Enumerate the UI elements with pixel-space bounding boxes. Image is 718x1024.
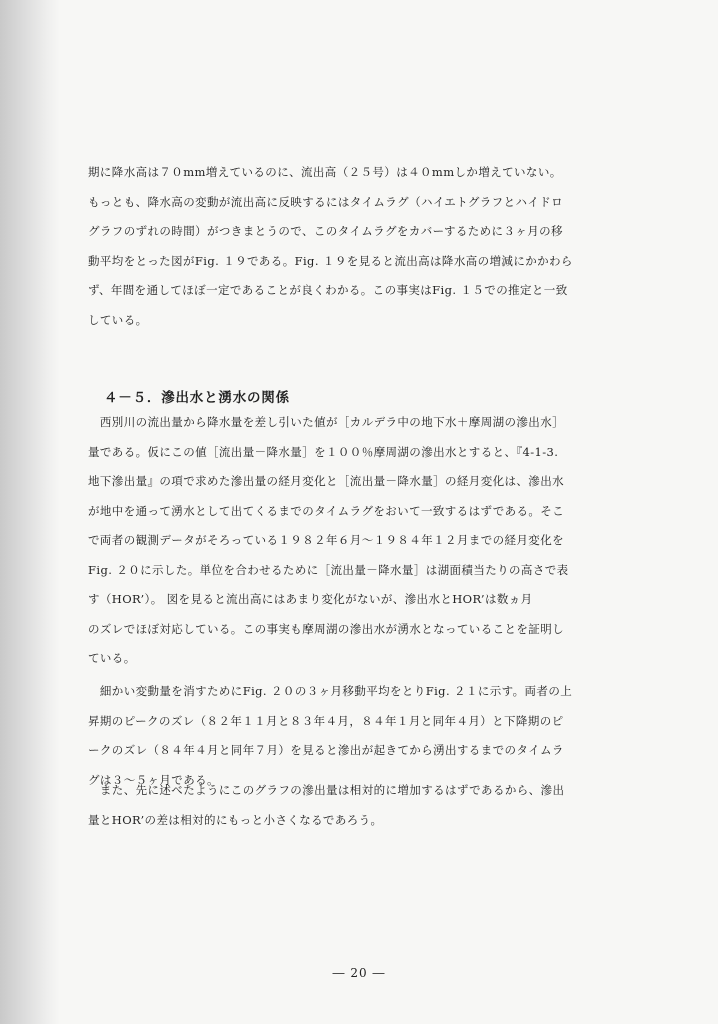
paragraph-continuation: 期に降水高は７０mm増えているのに、流出高（２５号）は４０mmしか増えていない。 もっとも、降水高の変動が流出高に反映するにはタイムラグ（ハイエトグラフとハイドロ グラフのずれの時間）がつきまとうので、このタイムラグをカバーするために３ヶ月の移 動平均をとった図がFig. １９である。Fig. １９を見ると流出高は降水高の増減にかかわら ず、年間を通してほぼ一定であることが良くわかる。この事実はFig. １５での推定と一致 している。	[88, 165, 573, 327]
paragraph-body-2: 細かい変動量を消すためにFig. ２０の３ヶ月移動平均をとりFig. ２１に示す。両者の上 昇期のピークのズレ（８２年１１月と８３年４月，８４年１月と同年４月）と下降期のピ ークのズレ（８４年４月と同年７月）を見ると滲出が起きてから湧出するまでのタイムラ グは３～５ヶ月である。	[88, 684, 573, 787]
page-number: ― 20 ―	[332, 966, 386, 980]
paragraph-body-3: また、先に述べたようにこのグラフの滲出量は相対的に増加するはずであるから、滲出 量とHOR’の差は相対的にもっと小さくなるであろう。	[88, 783, 565, 827]
paragraph-body-1: 西別川の流出量から降水量を差し引いた値が［カルデラ中の地下水＋摩周湖の滲出水］ 量である。仮にこの値［流出量－降水量］を１００％摩周湖の滲出水とすると、『4-1-3. 地下滲出量』の項で求めた滲出量の経月変化と［流出量－降水量］の経月変化は、滲出水 が地中を通って湧水として出てくるまでのタイムラグをおいて一致するはずである。そこ で両者の観測データがそろっている１９８２年６月～１９８４年１２月までの経月変化を Fig. ２０に示した。単位を合わせるために［流出量－降水量］は湖面積当たりの高さで表 す（HOR’）。 図を見ると流出高にはあまり変化がないが、滲出水とHOR’は数ヵ月 のズレでほぼ対応している。この事実も摩周湖の滲出水が湧水となっていることを証明し ている。	[88, 415, 569, 665]
section-heading: ４－５．滲出水と湧水の関係	[104, 390, 290, 406]
